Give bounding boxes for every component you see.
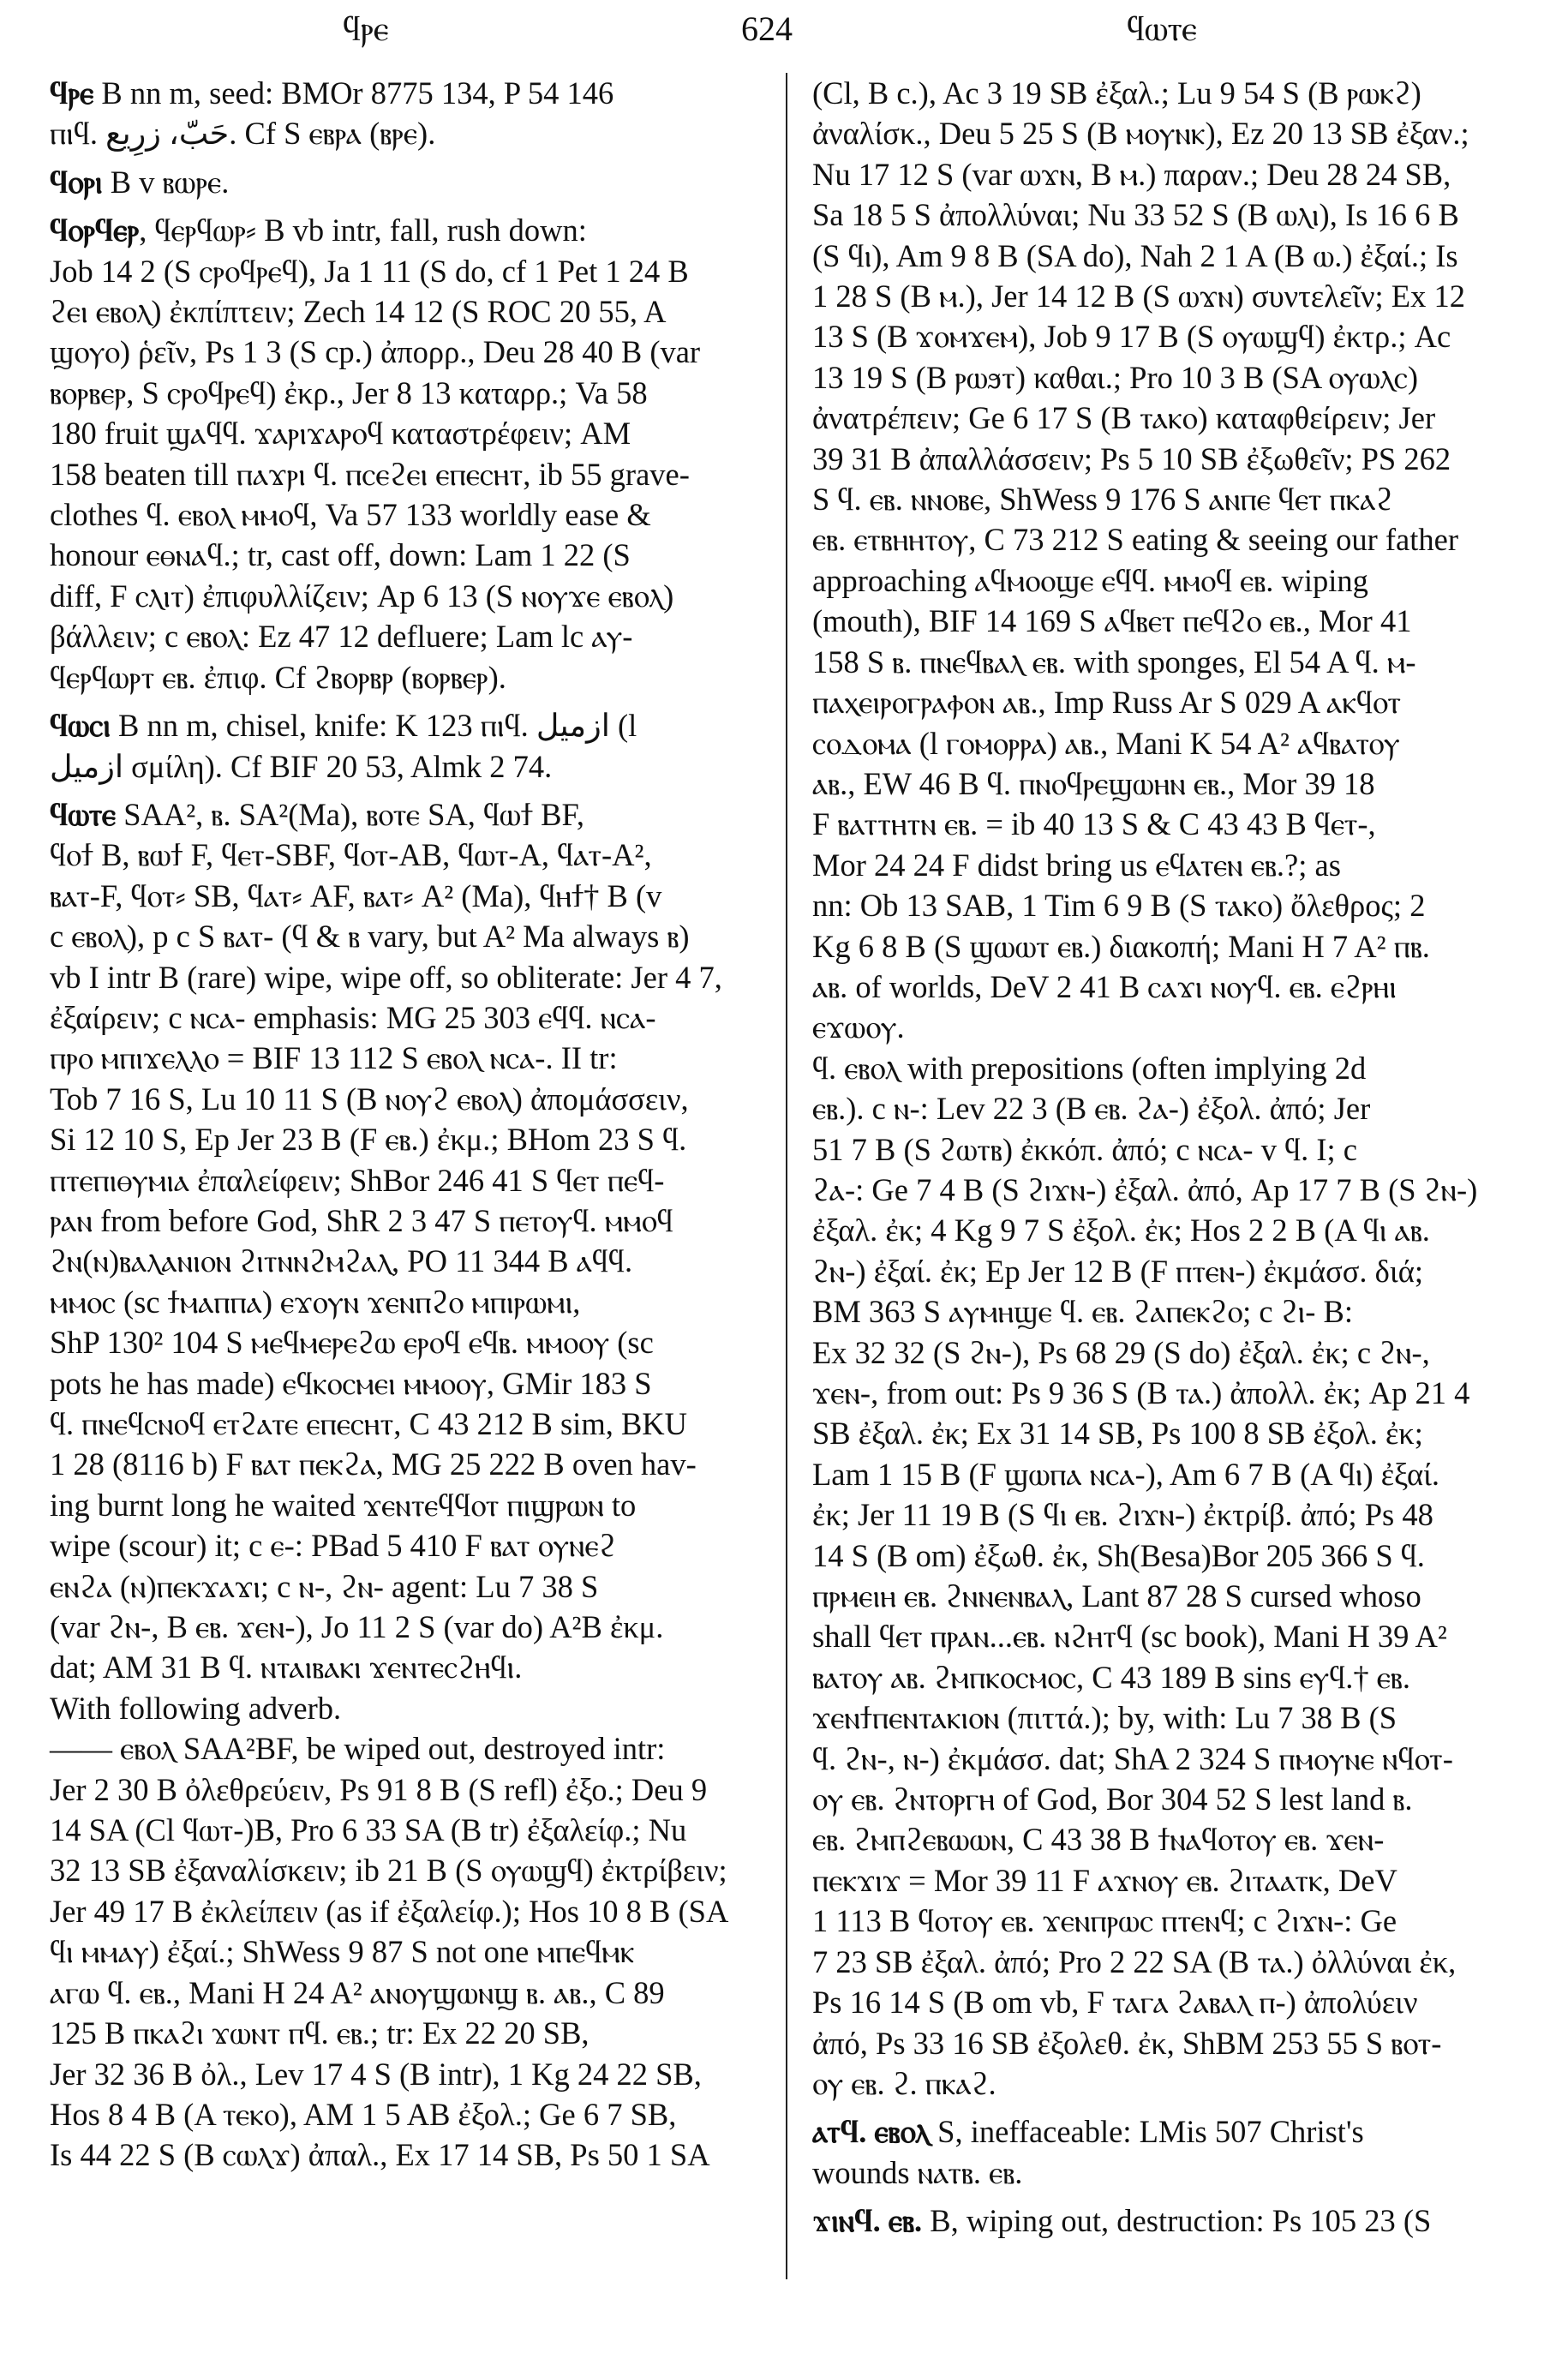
dictionary-entry [812, 2111, 1546, 2193]
dictionary-entry [50, 73, 783, 154]
entry-body: B nn m, chisel, knife: K 123 ⲡⲓϥ. ﺍﺯﻣﻴﻞ (l ﺍﺯﻣﻴﻞ σμίλη). Cf BIF 20 53, Almk 2 74. [50, 708, 637, 784]
left-column [50, 73, 783, 2183]
running-head [0, 9, 1568, 60]
entry-headword: ϥⲱⲥⲓ [50, 708, 111, 744]
column-divider [786, 73, 787, 2279]
dictionary-entry [50, 794, 783, 2176]
entry-headword: ϥⲣⲉ [50, 75, 94, 111]
running-head-left: ϥⲣⲉ [343, 9, 389, 48]
right-column [812, 73, 1546, 2249]
entry-headword: ϥⲱⲧⲉ [50, 796, 117, 832]
dictionary-entry [50, 705, 783, 787]
entry-headword: ϥⲟⲣⲓ [50, 164, 103, 200]
entry-body: , ϥⲉⲣϥⲱⲣ⸗ B vb intr, fall, rush down: Job 14 2 (S ⲥⲣⲟϥⲣⲉϥ), Ja 1 11 (S do, cf 1 Pet 1 24 B ϩⲉⲓ ⲉⲃⲟⲗ) ἐκπίπτειν; Zech 14 12 (S ROC 20 55, A ϣⲟⲩⲟ) ῥεῖν, Ps 1 3 (S cp.) ἀπορρ., Deu 28 40 B (var ⲃⲟⲣⲃⲉⲣ, S ⲥⲣⲟϥⲣⲉϥ) ἐκρ., Jer 8 13 καταρρ.; Va 58 180 fruit ϣⲁϥϥ. ϫⲁⲣⲓϫⲁⲣⲟϥ καταστρέφειν; AM 158 beaten till ⲡⲁϫⲣⲓ ϥ. ⲡⲥⲉϩⲉⲓ ⲉⲡⲉⲥⲏⲧ, ib 55 grave- clothes ϥ. ⲉⲃⲟⲗ ⲙⲙⲟϥ, Va 57 133 worldly ease & honour ⲉⲑⲛⲁϥ.; tr, cast off, down: Lam 1 22 (S diff, F ⲥⲗⲓⲧ) ἐπιφυλλίζειν; Ap 6 13 (S ⲛⲟⲩϫⲉ ⲉⲃⲟⲗ) βάλλειν; c ⲉⲃⲟⲗ: Ez 47 12 defluere; Lam lc ⲁⲩ- ϥⲉⲣϥⲱⲣⲧ ⲉⲃ. ἐπιφ. Cf ϩⲃⲟⲣⲃⲣ (ⲃⲟⲣⲃⲉⲣ). [50, 213, 701, 695]
page-number: 624 [741, 9, 793, 48]
entry-headword: ⲁⲧϥ. ⲉⲃⲟⲗ [812, 2114, 931, 2150]
entry-body: B v ⲃⲱⲣⲉ. [102, 164, 230, 200]
entry-continuation: (Cl, B c.), Ac 3 19 SB ἐξαλ.; Lu 9 54 S (B ⲣⲱⲕϩ) ἀναλίσκ., Deu 5 25 S (B ⲙⲟⲩⲛⲕ), Ez 20 13 SB ἐξαν.; Nu 17 12 S (var ⲱϫⲛ, B ⲙ.) παραν.; Deu 28 24 SB, Sa 18 5 S ἀπολλύναι; Nu 33 52 S (B ⲱⲗⲓ), Is 16 6 B (S ϥⲓ), Am 9 8 B (SA do), Nah 2 1 A (B ⲱ.) ἐξαί.; Is 1 28 S (B ⲙ.), Jer 14 12 B (S ⲱϫⲛ) συντελεῖν; Ex 12 13 S (B ϫⲟⲙϫⲉⲙ), Job 9 17 B (S ⲟⲩⲱϣϥ) ἐκτρ.; Ac 13 19 S (B ⲣⲱϧⲧ) καθαι.; Pro 10 3 B (SA ⲟⲩⲱⲗⲥ) ἀνατρέπειν; Ge 6 17 S (B ⲧⲁⲕⲟ) καταφθείρειν; Jer 39 31 B ἀπαλλάσσειν; Ps 5 10 SB ἐξωθεῖν; PS 262 S ϥ. ⲉⲃ. ⲛⲛⲟⲃⲉ, ShWess 9 176 S ⲁⲛⲡⲉ ϥⲉⲧ ⲡⲕⲁϩ ⲉⲃ. ⲉⲧⲃⲏⲏⲧⲟⲩ, C 73 212 S eating & seeing our father approaching ⲁϥⲙⲟⲟϣⲉ ⲉϥϥ. ⲙⲙⲟϥ ⲉⲃ. wiping (mouth), BIF 14 169 S ⲁϥⲃⲉⲧ ⲡⲉϥϩⲟ ⲉⲃ., Mor 41 158 S ⲃ. ⲡⲛⲉϥⲃⲁⲗ ⲉⲃ. with sponges, El 54 A ϥ. ⲙ- ⲡⲁⲭⲉⲓⲣⲟⲅⲣⲁⲫⲟⲛ ⲁⲃ., Imp Russ Ar S 029 A ⲁⲕϥⲟⲧ ⲥⲟⲇⲟⲙⲁ (l ⲅⲟⲙⲟⲣⲣⲁ) ⲁⲃ., Mani K 54 A² ⲁϥⲃⲁⲧⲟⲩ ⲁⲃ., EW 46 B ϥ. ⲡⲛⲟϥⲣⲉϣⲱⲏⲛ ⲉⲃ., Mor 39 18 F ⲃⲁⲧⲧⲏⲧⲛ ⲉⲃ. = ib 40 13 S & C 43 43 B ϥⲉⲧ-, Mor 24 24 F didst bring us ⲉϥⲁⲧⲉⲛ ⲉⲃ.?; as nn: Ob 13 SAB, 1 Tim 6 9 B (S ⲧⲁⲕⲟ) ὄλεθρος; 2 Kg 6 8 B (S ϣⲱⲱⲧ ⲉⲃ.) διακοπή; Mani H 7 A² ⲡⲃ. ⲁⲃ. of worlds, DeV 2 41 B ⲥⲁϫⲓ ⲛⲟⲩϥ. ⲉⲃ. ⲉϩⲣⲏⲓ ⲉϫⲱⲟⲩ. ϥ. ⲉⲃⲟⲗ with prepositions (often implying 2d ⲉⲃ.). c ⲛ-: Lev 22 3 (B ⲉⲃ. ϩⲁ-) ἐξολ. ἀπό; Jer 51 7 B (S ϩⲱⲧⲃ) ἐκκόπ. ἀπό; c ⲛⲥⲁ- v ϥ. I; c ϩⲁ-: Ge 7 4 B (S ϩⲓϫⲛ-) ἐξαλ. ἀπό, Ap 17 7 B (S ϩⲛ-) ἐξαλ. ἐκ; 4 Kg 9 7 S ἐξολ. ἐκ; Hos 2 2 B (A ϥⲓ ⲁⲃ. ϩⲛ-) ἐξαί. ἐκ; Ep Jer 12 B (F ⲡⲧⲉⲛ-) ἐκμάσσ. διά; BM 363 S ⲁⲩⲙⲏϣⲉ ϥ. ⲉⲃ. ϩⲁⲡⲉⲕϩⲟ; c ϩⲓ- B: Ex 32 32 (S ϩⲛ-), Ps 68 29 (S do) ἐξαλ. ἐκ; c ϩⲛ-, ϫⲉⲛ-, from out: Ps 9 36 S (B ⲧⲁ.) ἀπολλ. ἐκ; Ap 21 4 SB ἐξαλ. ἐκ; Ex 31 14 SB, Ps 100 8 SB ἐξολ. ἐκ; Lam 1 15 B (F ϣⲱⲡⲁ ⲛⲥⲁ-), Am 6 7 B (A ϥⲓ) ἐξαί. ἐκ; Jer 11 19 B (S ϥⲓ ⲉⲃ. ϩⲓϫⲛ-) ἐκτρίβ. ἀπό; Ps 48 14 S (B om) ἐξωθ. ἐκ, Sh(Besa)Bor 205 366 S ϥ. ⲡⲣⲙⲉⲓⲏ ⲉⲃ. ϩⲛⲛⲉⲛⲃⲁⲗ, Lant 87 28 S cursed whoso shall ϥⲉⲧ ⲡⲣⲁⲛ...ⲉⲃ. ⲛϩⲏⲧϥ (sc book), Mani H 39 A² ⲃⲁⲧⲟⲩ ⲁⲃ. ϩⲙⲡⲕⲟⲥⲙⲟⲥ, C 43 189 B sins ⲉⲩϥ.† ⲉⲃ. ϫⲉⲛϯⲡⲉⲛⲧⲁⲕⲓⲟⲛ (πιττά.); by, with: Lu 7 38 B (S ϥ. ϩⲛ-, ⲛ-) ἐκμάσσ. dat; ShA 2 324 S ⲡⲙⲟⲩⲛⲉ ⲛϥⲟⲧ- ⲟⲩ ⲉⲃ. ϩⲛⲧⲟⲣⲅⲏ of God, Bor 304 52 S lest land ⲃ. ⲉⲃ. ϩⲙⲡϩⲉⲃⲱⲱⲛ, C 43 38 B ϯⲛⲁϥⲟⲧⲟⲩ ⲉⲃ. ϫⲉⲛ- ⲡⲉⲕϫⲓϫ = Mor 39 11 F ⲁϫⲛⲟⲩ ⲉⲃ. ϩⲓⲧⲁⲁⲧⲕ, DeV 1 113 B ϥⲟⲧⲟⲩ ⲉⲃ. ϫⲉⲛⲡⲣⲱⲥ ⲡⲧⲉⲛϥ; c ϩⲓϫⲛ-: Ge 7 23 SB ἐξαλ. ἀπό; Pro 2 22 SA (B ⲧⲁ.) ὀλλύναι ἐκ, Ps 16 14 S (B om vb, F ⲧⲁⲅⲁ ϩⲁⲃⲁⲗ ⲡ-) ἀπολύειν ἀπό, Ps 33 16 SB ἐξολεθ. ἐκ, ShBM 253 55 S ⲃⲟⲧ- ⲟⲩ ⲉⲃ. ϩ. ⲡⲕⲁϩ. [812, 75, 1478, 2101]
entry-body: S, ineffaceable: LMis 507 Christ's wounds ⲛⲁⲧⲃ. ⲉⲃ. [812, 2114, 1364, 2190]
entry-headword: ϫⲓⲛϥ. ⲉⲃ. [812, 2203, 923, 2239]
entry-body: B nn m, seed: BMOr 8775 134, P 54 146 ⲡⲓϥ. ﺣَﺐّ، زرِيع. Cf S ⲉⲃⲣⲁ (ⲃⲣⲉ). [50, 75, 614, 152]
dictionary-entry [812, 2200, 1546, 2241]
dictionary-entry [50, 162, 783, 202]
dictionary-entry [50, 210, 783, 698]
entry-headword: ϥⲟⲣϥⲉⲣ [50, 213, 140, 248]
entry-body: SAA², ⲃ. SA²(Ma), ⲃⲟⲧⲉ SA, ϥⲱϯ BF, ϥⲟϯ B, ⲃⲱϯ F, ϥⲉⲧ-SBF, ϥⲟⲧ-AB, ϥⲱⲧ-A, ϥⲁⲧ-A², ⲃⲁⲧ-F, ϥⲟⲧ⸗ SB, ϥⲁⲧ⸗ AF, ⲃⲁⲧ⸗ A² (Ma), ϥⲏϯ† B (v c ⲉⲃⲟⲗ), p c S ⲃⲁⲧ- (ϥ & ⲃ vary, but A² Ma always ⲃ) vb I intr B (rare) wipe, wipe off, so obliterate: Jer 4 7, ἐξαίρειν; c ⲛⲥⲁ- emphasis: MG 25 303 ⲉϥϥ. ⲛⲥⲁ- ⲡⲣⲟ ⲙⲡⲓϫⲉⲗⲗⲟ = BIF 13 112 S ⲉⲃⲟⲗ ⲛⲥⲁ-. II tr: Tob 7 16 S, Lu 10 11 S (B ⲛⲟⲩϩ ⲉⲃⲟⲗ) ἀπομάσσειν, Si 12 10 S, Ep Jer 23 B (F ⲉⲃ.) ἐκμ.; BHom 23 S ϥ. ⲡⲧⲉⲡⲓⲑⲩⲙⲓⲁ ἐπαλείφειν; ShBor 246 41 S ϥⲉⲧ ⲡⲉϥ- ⲣⲁⲛ from before God, ShR 2 3 47 S ⲡⲉⲧⲟⲩϥ. ⲙⲙⲟϥ ϩⲛ(ⲛ)ⲃⲁⲗⲁⲛⲓⲟⲛ ϩⲓⲧⲛⲛϩⲙϩⲁⲗ, PO 11 344 B ⲁϥϥ. ⲙⲙⲟⲥ (sc ϯⲙⲁⲡⲡⲁ) ⲉϫⲟⲩⲛ ϫⲉⲛⲡϩⲟ ⲙⲡⲓⲣⲱⲙⲓ, ShP 130² 104 S ⲙⲉϥⲙⲉⲣⲉϩⲱ ⲉⲣⲟϥ ⲉϥⲃ. ⲙⲙⲟⲟⲩ (sc pots he has made) ⲉϥⲕⲟⲥⲙⲉⲓ ⲙⲙⲟⲟⲩ, GMir 183 S ϥ. ⲡⲛⲉϥⲥⲛⲟϥ ⲉⲧϩⲁⲧⲉ ⲉⲡⲉⲥⲏⲧ, C 43 212 B sim, BKU 1 28 (8116 b) F ⲃⲁⲧ ⲡⲉⲕϩⲁ, MG 25 222 B oven hav- ing burnt long he waited ϫⲉⲛⲧⲉϥϥⲟⲧ ⲡⲓϣⲣⲱⲛ to wipe (scour) it; c ⲉ-: PBad 5 410 F ⲃⲁⲧ ⲟⲩⲛⲉϩ ⲉⲛϩⲁ (ⲛ)ⲡⲉⲕϫⲁϫⲓ; c ⲛ-, ϩⲛ- agent: Lu 7 38 S (var ϩⲛ-, B ⲉⲃ. ϫⲉⲛ-), Jo 11 2 S (var do) A²B ἐκμ. dat; AM 31 B ϥ. ⲛⲧⲁⲓⲃⲁⲕⲓ ϫⲉⲛⲧⲉⲥϩⲏϥⲓ. With following adverb. —— ⲉⲃⲟⲗ SAA²BF, be wiped out, destroyed intr: Jer 2 30 B ὀλεθρεύειν, Ps 91 8 B (S refl) ἐξο.; Deu 9 14 SA (Cl ϥⲱⲧ-)B, Pro 6 33 SA (B tr) ἐξαλείφ.; Nu 32 13 SB ἐξαναλίσκειν; ib 21 B (S ⲟⲩⲱϣϥ) ἐκτρίβειν; Jer 49 17 B ἐκλείπειν (as if ἐξαλείφ.); Hos 10 8 B (SA ϥⲓ ⲙⲙⲁⲩ) ἐξαί.; ShWess 9 87 S not one ⲙⲡⲉϥⲙⲕ ⲁⲅⲱ ϥ. ⲉⲃ., Mani H 24 A² ⲁⲛⲟⲩϣⲱⲛϣ ⲃ. ⲁⲃ., C 89 125 B ⲡⲕⲁϩⲓ ϫⲱⲛⲧ ⲡϥ. ⲉⲃ.; tr: Ex 22 20 SB, Jer 32 36 B ὀλ., Lev 17 4 S (B intr), 1 Kg 24 22 SB, Hos 8 4 B (A ⲧⲉⲕⲟ), AM 1 5 AB ἐξολ.; Ge 6 7 SB, Is 44 22 S (B ⲥⲱⲗϫ) ἀπαλ., Ex 17 14 SB, Ps 50 1 SA [50, 796, 729, 2173]
running-head-right: ϥⲱⲧⲉ [1127, 9, 1197, 48]
entry-body: B, wiping out, destruction: Ps 105 23 (S [922, 2203, 1432, 2239]
